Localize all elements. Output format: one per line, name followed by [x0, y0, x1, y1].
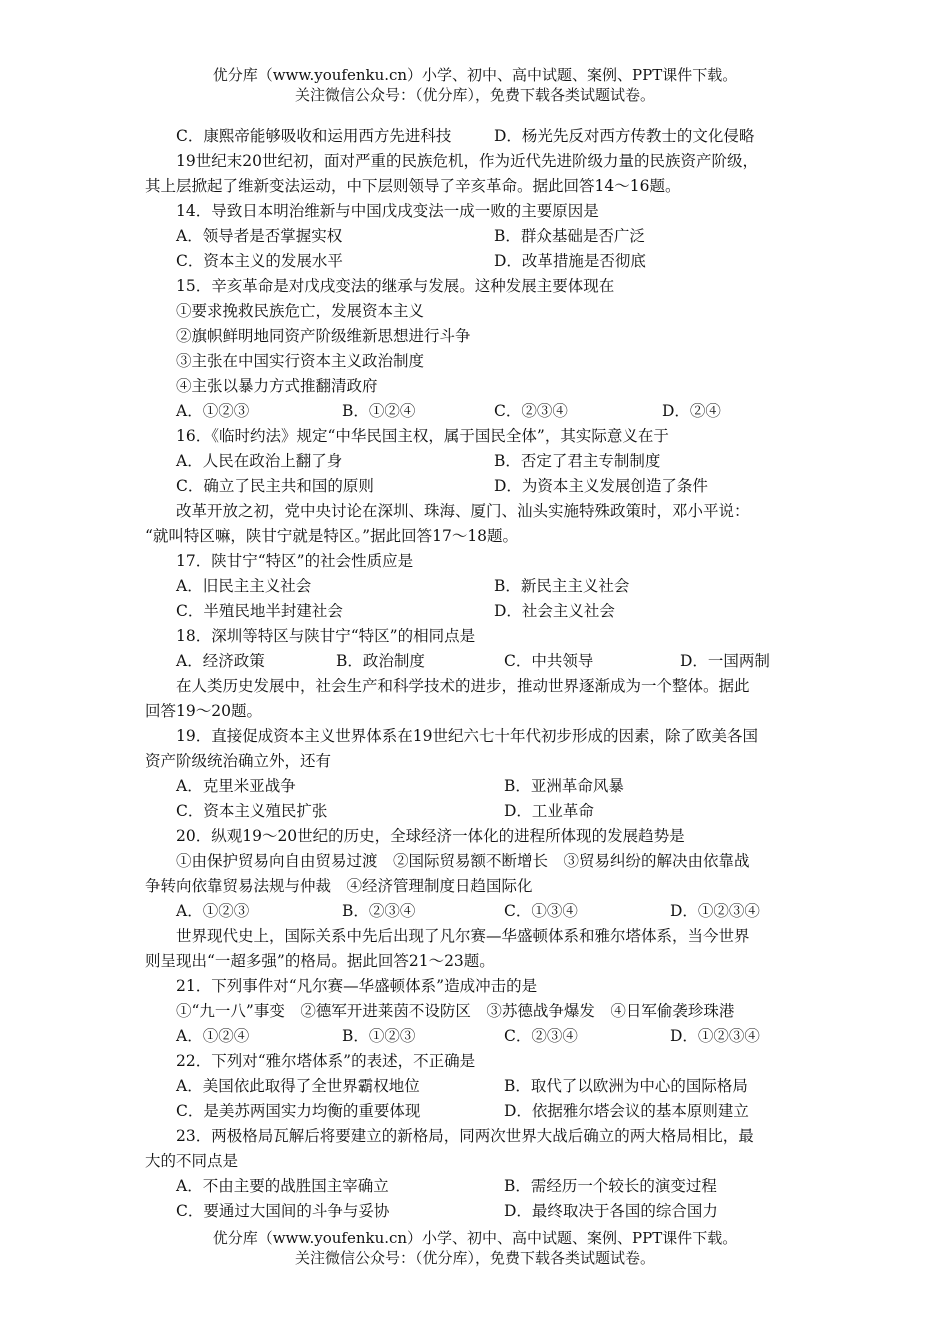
q19-option-d: D．工业革命 [504, 802, 594, 820]
q22-option-a: A．美国依此取得了全世界霸权地位 [176, 1077, 420, 1095]
intro-19-line-2: 回答19～20题。 [145, 702, 262, 720]
q17-option-b: B．新民主主义社会 [494, 577, 630, 595]
q16-option-a: A．人民在政治上翻了身 [176, 452, 343, 470]
q19-option-b: B．亚洲革命风暴 [504, 777, 624, 795]
q15-option-d: D．②④ [662, 402, 721, 420]
q15-option-a: A．①②③ [176, 402, 250, 420]
q15-stem: 15．辛亥革命是对戊戌变法的继承与发展。这种发展主要体现在 [176, 277, 615, 295]
q18-option-c: C．中共领导 [504, 652, 594, 670]
q14-option-d: D．改革措施是否彻底 [494, 252, 646, 270]
q18-option-a: A．经济政策 [176, 652, 265, 670]
q20-items-line-1: ①由保护贸易向自由贸易过渡 ②国际贸易额不断增长 ③贸易纠纷的解决由依靠战 [176, 852, 750, 870]
q15-item-3: ③主张在中国实行资本主义政治制度 [176, 352, 425, 370]
q21-items: ①“九一八”事变 ②德军开进莱茵不设防区 ③苏德战争爆发 ④日军偷袭珍珠港 [176, 1002, 735, 1020]
q21-option-a: A．①②④ [176, 1027, 250, 1045]
intro-14-line-2: 其上层掀起了维新变法运动，中下层则领导了辛亥革命。据此回答14～16题。 [145, 177, 681, 195]
q20-option-d: D．①②③④ [670, 902, 760, 920]
q21-option-b: B．①②③ [342, 1027, 416, 1045]
intro-21-line-2: 则呈现出“一超多强”的格局。据此回答21～23题。 [145, 952, 495, 970]
q17-stem: 17．陕甘宁“特区”的社会性质应是 [176, 552, 414, 570]
q20-option-a: A．①②③ [176, 902, 250, 920]
q21-option-c: C．②③④ [504, 1027, 578, 1045]
q19-option-a: A．克里米亚战争 [176, 777, 296, 795]
intro-17-line-1: 改革开放之初，党中央讨论在深圳、珠海、厦门、汕头实施特殊政策时，邓小平说： [176, 502, 750, 520]
q14-option-b: B．群众基础是否广泛 [494, 227, 645, 245]
q15-option-b: B．①②④ [342, 402, 416, 420]
q22-stem: 22．下列对“雅尔塔体系”的表述，不正确是 [176, 1052, 476, 1070]
q15-option-c: C．②③④ [494, 402, 568, 420]
q15-item-1: ①要求挽救民族危亡，发展资本主义 [176, 302, 425, 320]
footer-line-1: 优分库（www.youfenku.cn）小学、初中、高中试题、案例、PPT课件下载。 [212, 1229, 738, 1247]
q20-option-b: B．②③④ [342, 902, 416, 920]
q16-option-b: B．否定了君主专制制度 [494, 452, 661, 470]
header-line-2: 关注微信公众号：（优分库），免费下载各类试题试卷。 [294, 86, 655, 104]
header-line-1: 优分库（www.youfenku.cn）小学、初中、高中试题、案例、PPT课件下载。 [212, 66, 738, 84]
q13-option-c: C．康熙帝能够吸收和运用西方先进科技 [176, 127, 452, 145]
intro-19-line-1: 在人类历史发展中，社会生产和科学技术的进步，推动世界逐渐成为一个整体。据此 [176, 677, 750, 695]
footer-line-2: 关注微信公众号：（优分库），免费下载各类试题试卷。 [294, 1249, 655, 1267]
q20-stem: 20．纵观19～20世纪的历史，全球经济一体化的进程所体现的发展趋势是 [176, 827, 685, 845]
q22-option-c: C．是美苏两国实力均衡的重要体现 [176, 1102, 421, 1120]
q21-stem: 21．下列事件对“凡尔赛—华盛顿体系”造成冲击的是 [176, 977, 538, 995]
q23-option-a: A．不由主要的战胜国主宰确立 [176, 1177, 389, 1195]
q23-stem-line-1: 23．两极格局瓦解后将要建立的新格局，同两次世界大战后确立的两大格局相比，最 [176, 1127, 754, 1145]
q19-stem-line-1: 19．直接促成资本主义世界体系在19世纪六七十年代初步形成的因素，除了欧美各国 [176, 727, 758, 745]
q22-option-d: D．依据雅尔塔会议的基本原则建立 [504, 1102, 749, 1120]
q14-option-c: C．资本主义的发展水平 [176, 252, 343, 270]
q21-option-d: D．①②③④ [670, 1027, 760, 1045]
q16-option-d: D．为资本主义发展创造了条件 [494, 477, 708, 495]
intro-14-line-1: 19世纪末20世纪初，面对严重的民族危机，作为近代先进阶级力量的民族资产阶级， [176, 152, 758, 170]
q23-option-b: B．需经历一个较长的演变过程 [504, 1177, 717, 1195]
q18-option-b: B．政治制度 [336, 652, 425, 670]
q23-option-d: D．最终取决于各国的综合国力 [504, 1202, 718, 1220]
q15-item-2: ②旗帜鲜明地同资产阶级维新思想进行斗争 [176, 327, 471, 345]
q18-option-d: D．一国两制 [680, 652, 770, 670]
q17-option-d: D．社会主义社会 [494, 602, 615, 620]
q23-stem-line-2: 大的不同点是 [145, 1152, 239, 1170]
q14-stem: 14．导致日本明治维新与中国戊戌变法一成一败的主要原因是 [176, 202, 599, 220]
q23-option-c: C．要通过大国间的斗争与妥协 [176, 1202, 390, 1220]
q20-option-c: C．①③④ [504, 902, 578, 920]
q17-option-a: A．旧民主主义社会 [176, 577, 312, 595]
q18-stem: 18．深圳等特区与陕甘宁“特区”的相同点是 [176, 627, 476, 645]
q16-option-c: C．确立了民主共和国的原则 [176, 477, 374, 495]
q20-items-line-2: 争转向依靠贸易法规与仲裁 ④经济管理制度日趋国际化 [145, 877, 533, 895]
q19-stem-line-2: 资产阶级统治确立外，还有 [145, 752, 332, 770]
intro-17-line-2: “就叫特区嘛，陕甘宁就是特区。”据此回答17～18题。 [145, 527, 519, 545]
intro-21-line-1: 世界现代史上，国际关系中先后出现了凡尔赛—华盛顿体系和雅尔塔体系，当今世界 [176, 927, 750, 945]
q13-option-d: D．杨光先反对西方传教士的文化侵略 [494, 127, 755, 145]
q19-option-c: C．资本主义殖民扩张 [176, 802, 328, 820]
q22-option-b: B．取代了以欧洲为中心的国际格局 [504, 1077, 748, 1095]
q14-option-a: A．领导者是否掌握实权 [176, 227, 343, 245]
q16-stem: 16．《临时约法》规定“中华民国主权，属于国民全体”，其实际意义在于 [176, 427, 669, 445]
q17-option-c: C．半殖民地半封建社会 [176, 602, 343, 620]
q15-item-4: ④主张以暴力方式推翻清政府 [176, 377, 378, 395]
